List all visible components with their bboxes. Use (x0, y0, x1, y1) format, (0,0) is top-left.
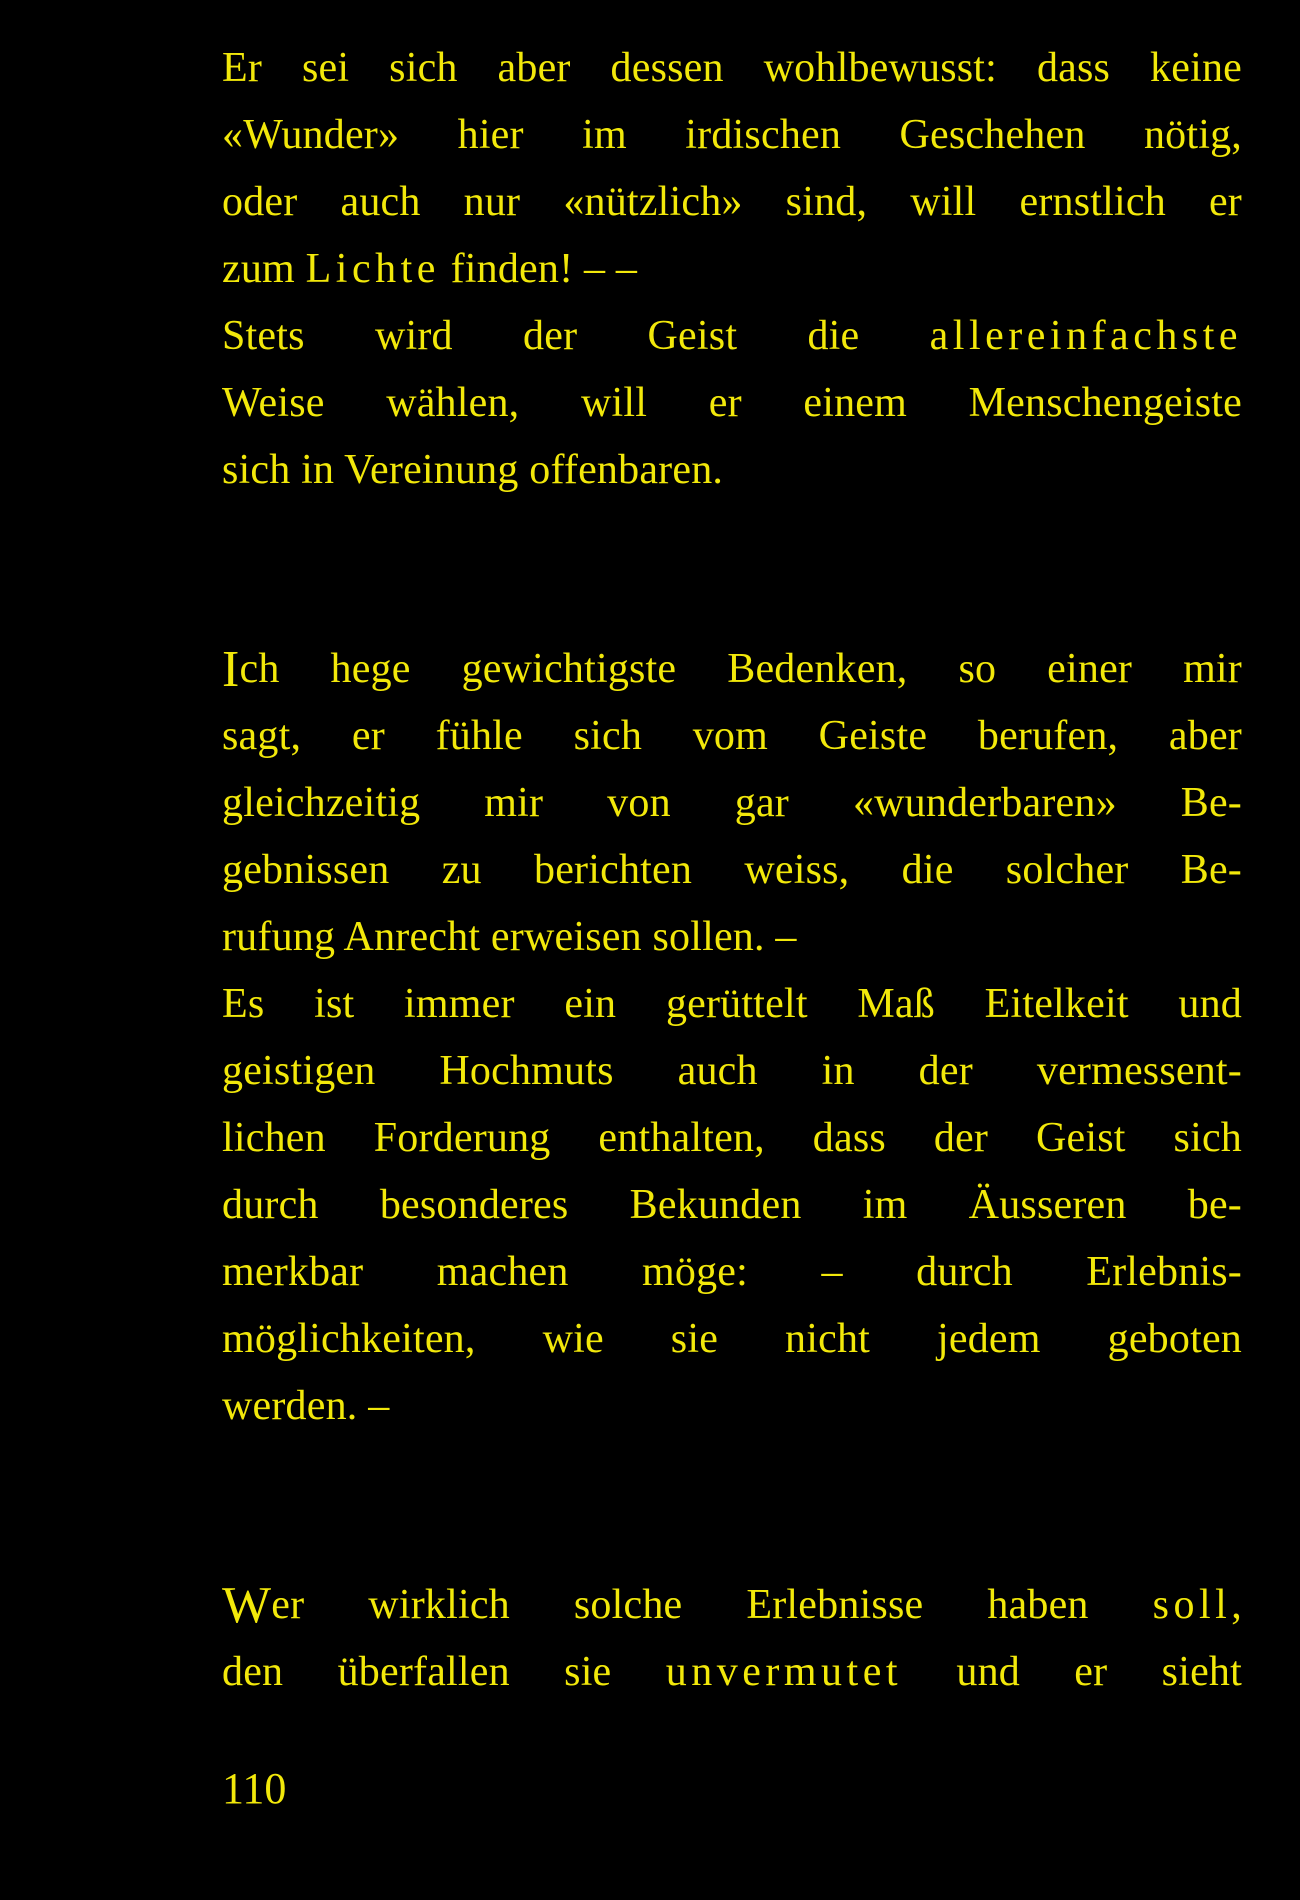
text-line: werden. – (222, 1383, 390, 1429)
page-number: 110 (222, 1764, 287, 1813)
text-line: den überfallen sie unvermutet und er sieht (222, 1649, 1242, 1695)
text-line: gleichzeitig mir von gar «wunderbaren» Be- (222, 780, 1242, 826)
text-line: durch besonderes Bekunden im Äusseren be- (222, 1182, 1242, 1228)
paragraph-3 (222, 1572, 1242, 1706)
paragraph-2 (222, 636, 1242, 1440)
text-line: rufung Anrecht erweisen sollen. – (222, 914, 797, 960)
text-line: geistigen Hochmuts auch in der vermessent- (222, 1048, 1242, 1094)
text-line: lichen Forderung enthalten, dass der Geist sich (222, 1115, 1242, 1161)
text-line: möglichkeiten, wie sie nicht jedem geboten (222, 1316, 1242, 1362)
text-line: «Wunder» hier im irdischen Geschehen nötig, (222, 112, 1242, 158)
paragraph-spacer (222, 504, 1242, 636)
text-line: zum Lichte finden! – – (222, 246, 638, 292)
text-line: Wer wirklich solche Erlebnisse haben soll, (222, 1577, 1242, 1634)
text-line: gebnissen zu berichten weiss, die solcher Be- (222, 847, 1242, 893)
text-line: sich in Vereinung offenbaren. (222, 447, 724, 493)
body-text-column (222, 35, 1242, 1706)
text-line: sagt, er fühle sich vom Geiste berufen, aber (222, 713, 1242, 759)
text-line: Weise wählen, will er einem Menschengeiste (222, 380, 1242, 426)
text-line: Stets wird der Geist die allereinfachste (222, 313, 1242, 359)
paragraph-1 (222, 35, 1242, 504)
paragraph-spacer (222, 1440, 1242, 1572)
text-line: oder auch nur «nützlich» sind, will ernstlich er (222, 179, 1242, 225)
text-line: Es ist immer ein gerüttelt Maß Eitelkeit und (222, 981, 1242, 1027)
text-line: Ich hege gewichtigste Bedenken, so einer mir (222, 641, 1242, 698)
text-line: Er sei sich aber dessen wohlbewusst: dass keine (222, 45, 1242, 91)
text-line: merkbar machen möge: – durch Erlebnis- (222, 1249, 1242, 1295)
